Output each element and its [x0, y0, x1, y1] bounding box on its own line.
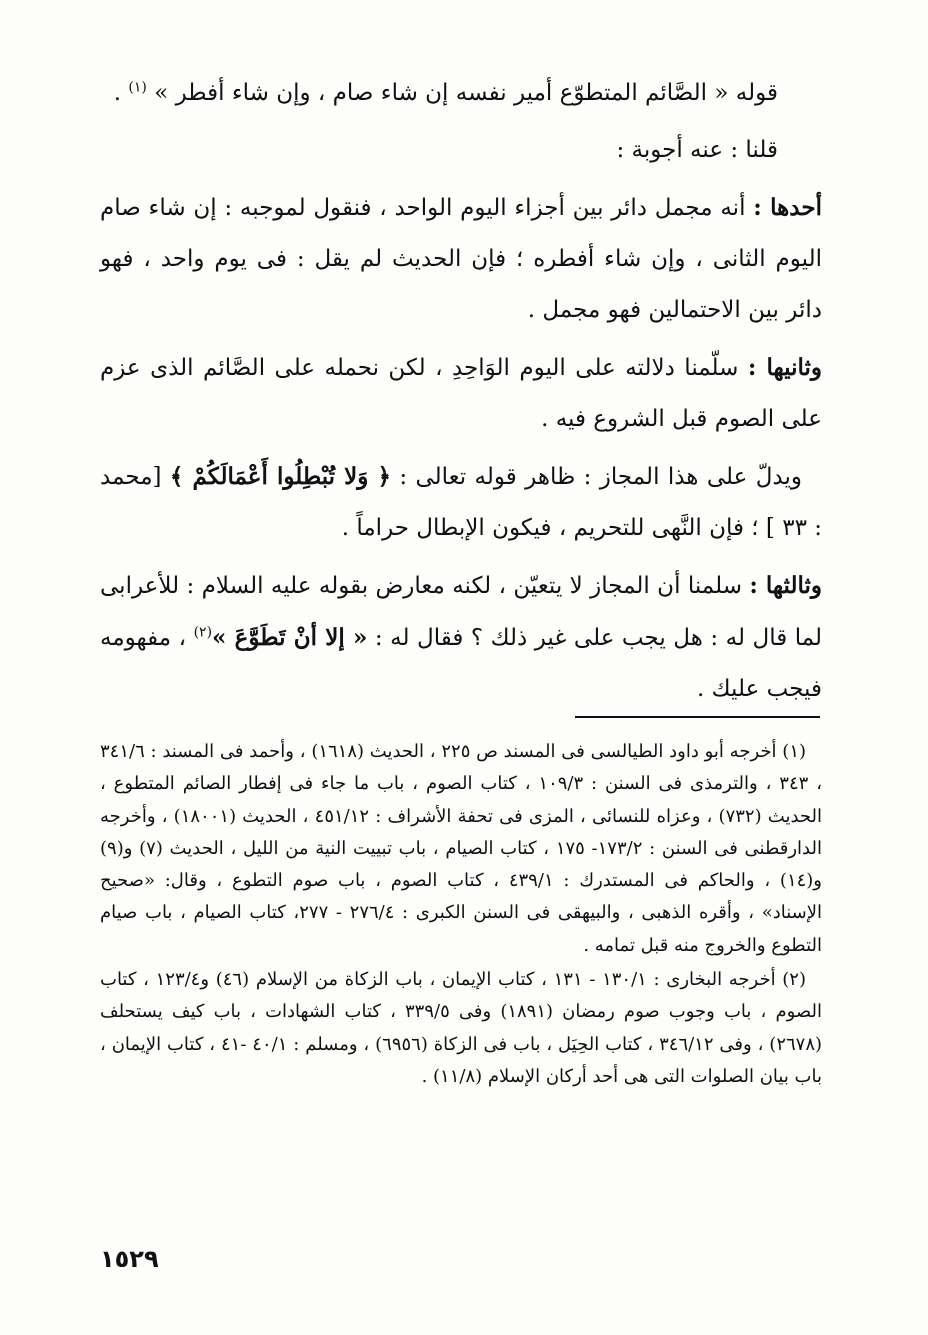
main-text — [100, 68, 822, 721]
hadith-end: . — [113, 80, 122, 106]
hadith-quote: « الصَّائم المتطوّع أمير نفسه إن شاء صام ، وإن شاء أفطر » — [154, 80, 729, 106]
paragraph-first-answer — [100, 182, 822, 336]
third-answer-lead: وثالثها : — [749, 572, 822, 599]
footnote-2: (٢) أخرجه البخارى : ١٣٠/١ - ١٣١ ، كتاب الإيمان ، باب الزكاة من الإسلام (٤٦) و١٢٣/٤ ، كتاب الصوم ، باب وجوب صوم رمضان (١٨٩١) وفى ٣٣٩/٥ ، كتاب الشهادات ، باب كيف يستحلف (٢٦٧٨) ، وفى ٣٤٦/١٢ ، كتاب الحِيَل ، باب فى الزكاة (٦٩٥٦) ، ومسلم : ٤٠/١ -٤١ ، كتاب الإيمان ، باب بيان الصلوات التى هى أحد أركان الإسلام (١١/٨) . — [100, 969, 823, 1087]
paragraph-answers-intro — [100, 125, 822, 176]
paragraph-third-answer — [100, 560, 822, 715]
footnotes — [100, 736, 822, 1095]
paragraph-metaphor-evidence — [100, 451, 822, 554]
answers-intro-text: قلنا : عنه أجوبة : — [616, 137, 778, 163]
footnote-ref-1: (١) — [128, 79, 147, 96]
footnote-ref-2: (٢) — [193, 624, 213, 641]
footnote-separator — [575, 716, 820, 718]
quran-verse: ﴿ وَلا تُبْطِلُوا أَعْمَالَكُمْ ﴾ — [169, 463, 391, 490]
page-number: ١٥٢٩ — [100, 1245, 159, 1273]
second-answer-text: سلّمنا دلالته على اليوم الوَاحِدِ ، لكن نحمله على الصَّائم الذى عزم على الصوم قبل الشروع فيه . — [100, 355, 822, 432]
third-answer-end: ، مفهومه فيجب عليك . — [100, 625, 822, 702]
footnote-1: (١) أخرجه أبو داود الطيالسى فى المسند ص ٢٢٥ ، الحديث (١٦١٨) ، وأحمد فى المسند : ٣٤١/٦ ، ٣٤٣ ، والترمذى فى السنن : ١٠٩/٣ ، كتاب الصوم ، باب ما جاء فى إفطار الصائم المتطوع ، الحديث (٧٣٢) ، وعزاه للنسائى ، المزى فى تحفة الأشراف : ٤٥١/١٢ ، الحديث (١٨٠٠١) ، وأخرجه الدارقطنى فى السنن : ١٧٣/٢- ١٧٥ ، كتاب الصيام ، باب تبييت النية من الليل ، الحديث (٧) و(٩) و(١٤) ، والحاكم فى المستدرك : ٤٣٩/١ ، كتاب الصوم ، باب صوم التطوع ، وقال: «صحيح الإسناد» ، وأقره الذهبى ، والبيهقى فى السنن الكبرى : ٢٧٦/٤ - ٢٧٧، كتاب الصيام ، باب صيام التطوع والخروج منه قبل تمامه . — [100, 741, 823, 956]
paragraph-hadith — [100, 68, 822, 119]
hadith-lead: قوله — [735, 80, 778, 106]
first-answer-text: أنه مجمل دائر بين أجزاء اليوم الواحد ، فنقول لموجبه : إن شاء صام اليوم الثانى ، وإن شاء أفطره ؛ فإن الحديث لم يقل : فى يوم واحد ، فهو دائر بين الاحتمالين فهو مجمل . — [100, 195, 822, 323]
hadith-quote-2: « إلا أنْ تَطَوَّعَ » — [212, 624, 368, 651]
first-answer-lead: أحدها : — [753, 194, 822, 221]
second-answer-lead: وثانيها : — [747, 354, 823, 381]
metaphor-evidence-text: ويدلّ على هذا المجاز : ظاهر قوله تعالى : — [399, 464, 802, 490]
paragraph-second-answer — [100, 342, 822, 445]
third-answer-text: سلمنا أن المجاز لا يتعيّن ، لكنه معارض بقوله عليه السلام : للأعرابى لما قال له : هل يجب على غير ذلك ؟ فقال له : — [100, 573, 823, 651]
metaphor-evidence-text-2: [محمد : ٣٣ ] ؛ فإن النَّهى للتحريم ، فيكون الإبطال حراماً . — [100, 464, 822, 541]
